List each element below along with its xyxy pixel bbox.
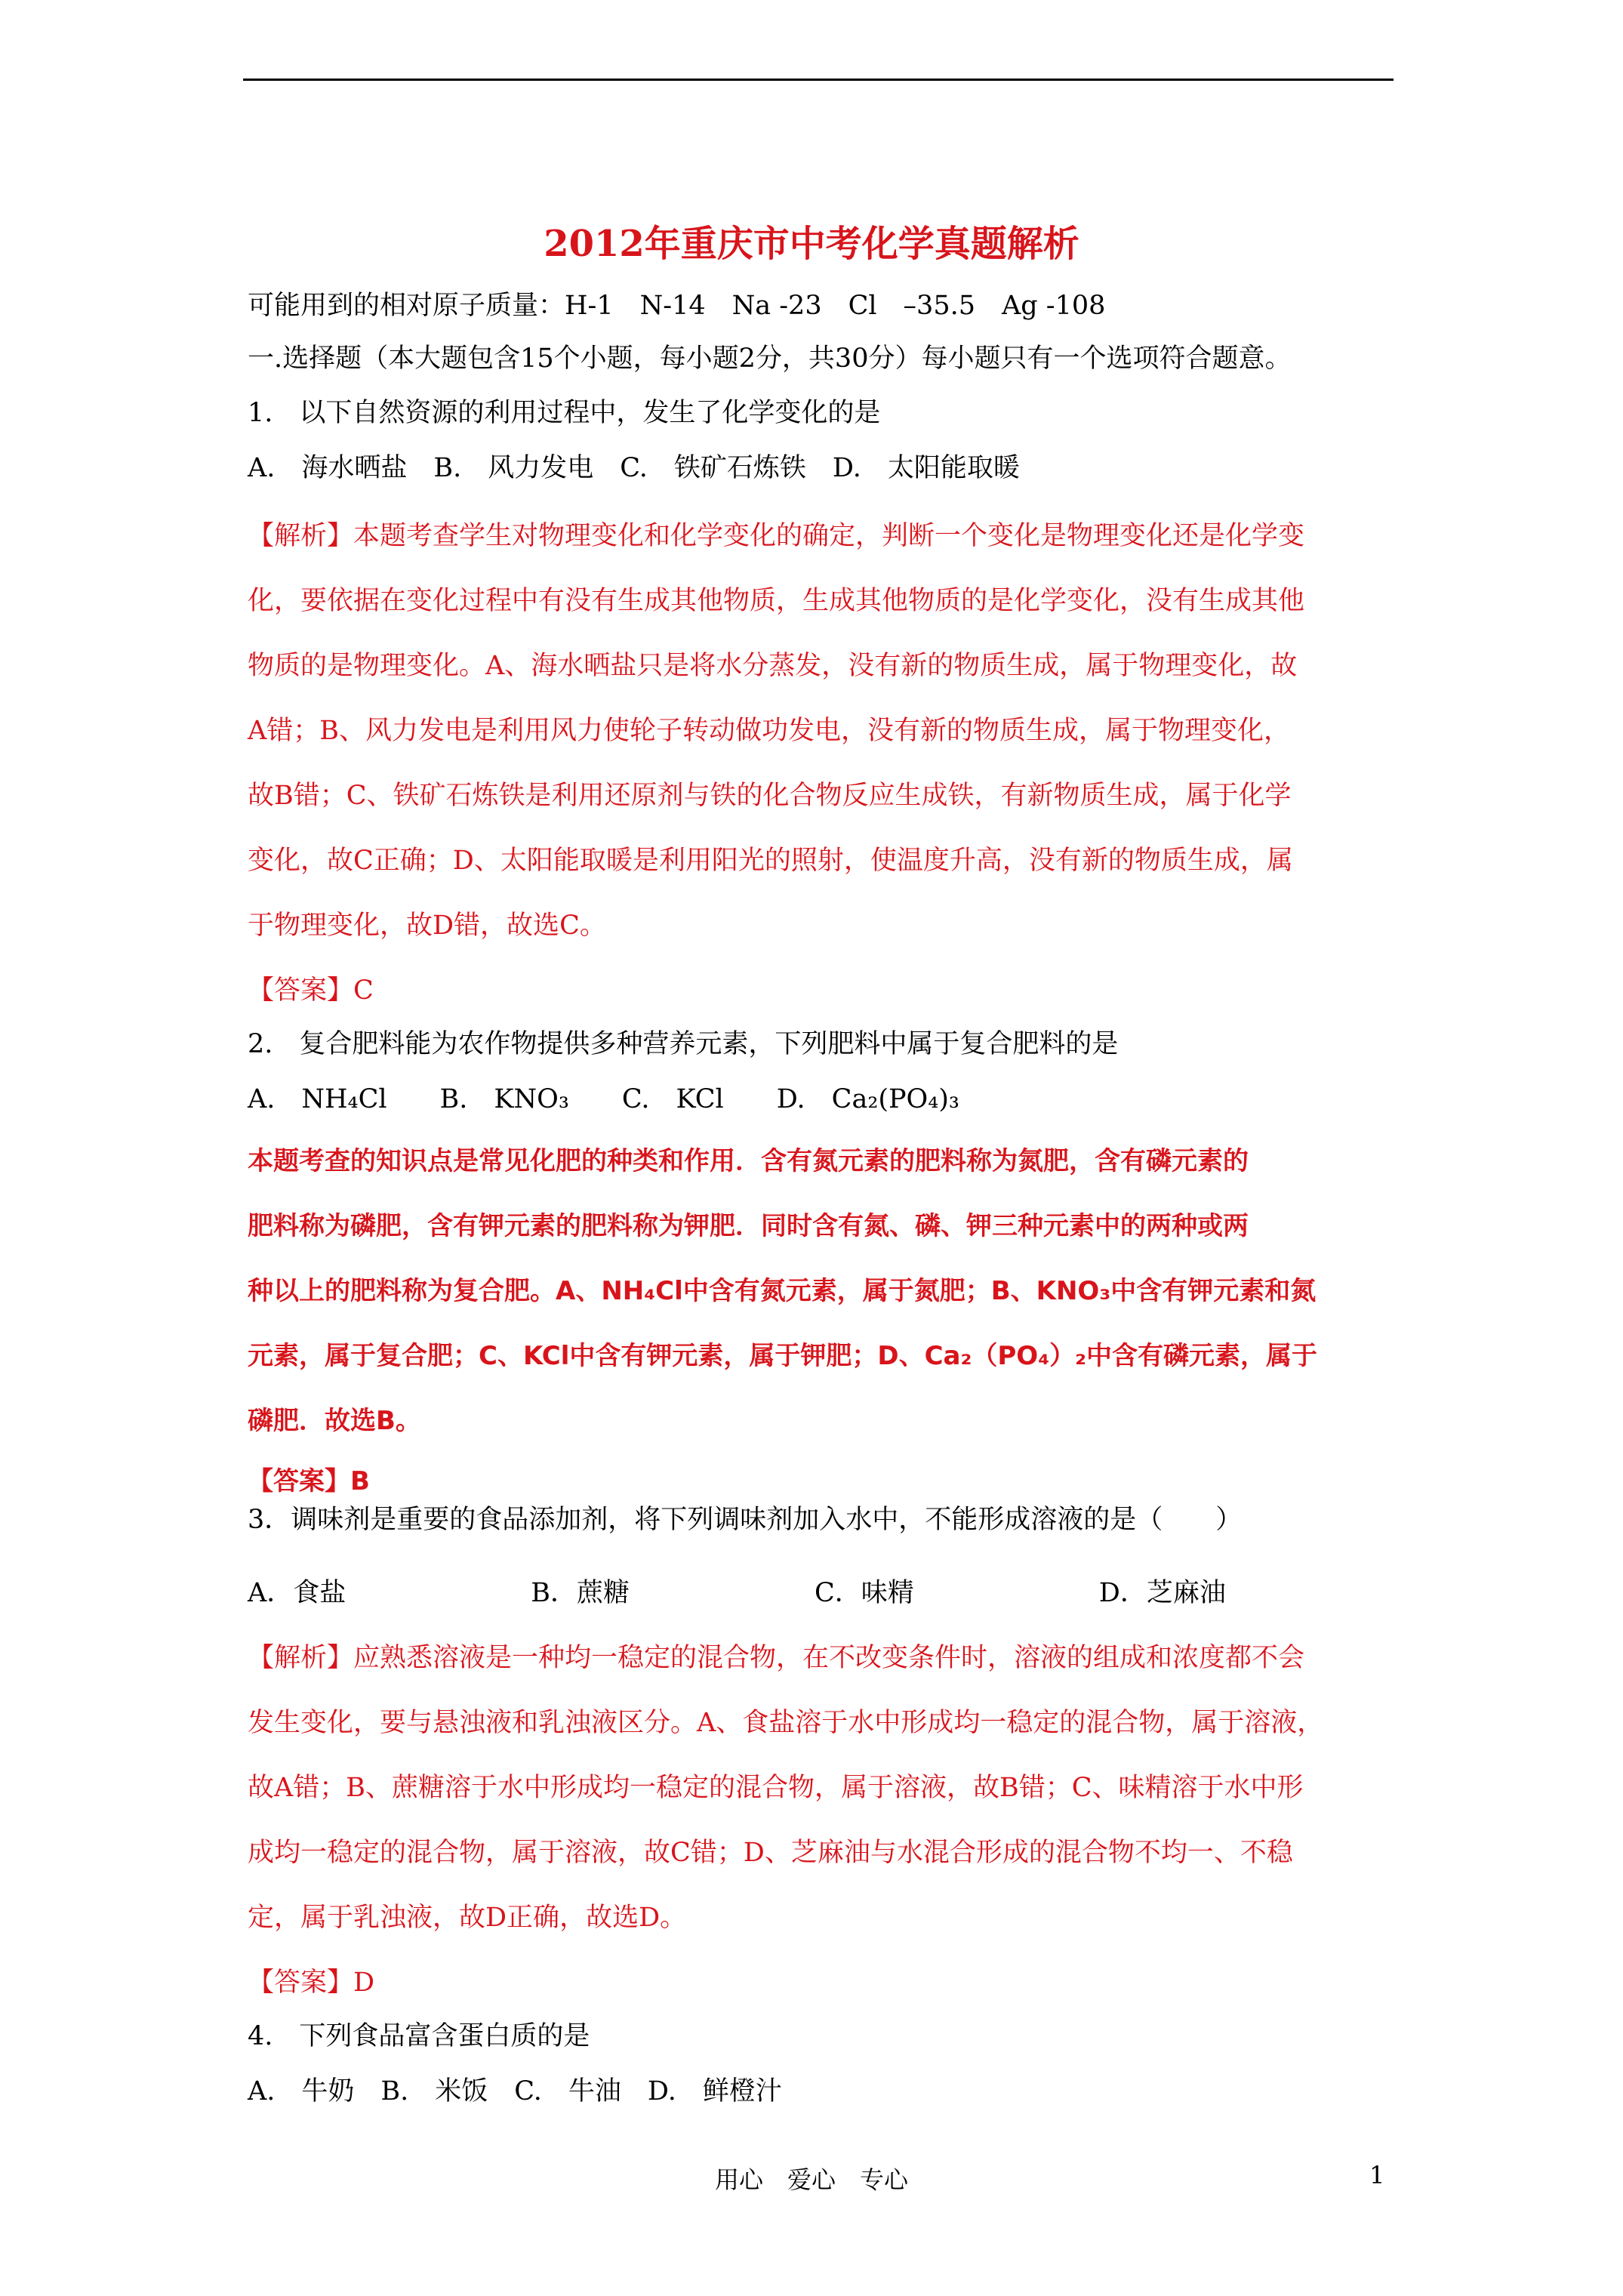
analysis-2-line: 种以上的肥料称为复合肥。A、NH₄Cl中含有氮元素，属于氮肥；B、KNO₃中含有钾元素和氮 (248, 1276, 1317, 1306)
answer-1: 【答案】C (248, 975, 374, 1006)
analysis-3-line: 故A错；B、蔗糖溶于水中形成均一稳定的混合物，属于溶液，故B错；C、味精溶于水中形 (248, 1773, 1304, 1803)
section-heading: 一.选择题（本大题包含15个小题，每小题2分，共30分）每小题只有一个选项符合题意。 (248, 344, 1292, 374)
analysis-1-line: 于物理变化，故D错，故选C。 (248, 911, 606, 941)
answer-3: 【答案】D (248, 1968, 375, 1998)
analysis-2-line: 元素，属于复合肥；C、KCl中含有钾元素，属于钾肥；D、Ca₂（PO₄）₂中含有磷元素，属于 (248, 1341, 1317, 1371)
analysis-1-line: 故B错；C、铁矿石炼铁是利用还原剂与铁的化合物反应生成铁，有新物质生成，属于化学 (248, 781, 1292, 811)
question-4: 4. 下列食品富含蛋白质的是 (248, 2021, 590, 2051)
question-3: 3．调味剂是重要的食品添加剂，将下列调味剂加入水中，不能形成溶液的是（ ） (248, 1505, 1243, 1535)
analysis-3-line: 定，属于乳浊液，故D正确，故选D。 (248, 1903, 687, 1933)
answer-2: 【答案】B (248, 1466, 370, 1496)
page-footer: 用心 爱心 专心 (714, 2165, 908, 2194)
analysis-2-line: 磷肥．故选B。 (248, 1406, 421, 1436)
analysis-3-line: 发生变化，要与悬浊液和乳浊液区分。A、食盐溶于水中形成均一稳定的混合物，属于溶液， (248, 1708, 1324, 1738)
analysis-1-line: 化，要依据在变化过程中有没有生成其他物质，生成其他物质的是化学变化，没有生成其他 (248, 586, 1305, 616)
analysis-1-line: 【解析】本题考查学生对物理变化和化学变化的确定，判断一个变化是物理变化还是化学变 (248, 521, 1305, 551)
question-1: 1. 以下自然资源的利用过程中，发生了化学变化的是 (248, 398, 881, 428)
question-3-options: A．食盐 B．蔗糖 C．味精 D．芝麻油 (248, 1578, 1226, 1608)
analysis-3-line: 成均一稳定的混合物，属于溶液，故C错；D、芝麻油与水混合形成的混合物不均一、不稳 (248, 1838, 1293, 1868)
analysis-1-line: 物质的是物理变化。A、海水晒盐只是将水分蒸发，没有新的物质生成，属于物理变化，故 (248, 651, 1298, 681)
question-2-options: A. NH₄Cl B. KNO₃ C. KCl D. Ca₂(PO₄)₃ (248, 1084, 959, 1114)
page-title: 2012年重庆市中考化学真题解析 (544, 223, 1079, 265)
analysis-1-line: A错；B、风力发电是利用风力使轮子转动做功发电，没有新的物质生成，属于物理变化， (248, 716, 1290, 746)
question-2: 2. 复合肥料能为农作物提供多种营养元素，下列肥料中属于复合肥料的是 (248, 1029, 1119, 1059)
question-4-options: A. 牛奶 B. 米饭 C. 牛油 D. 鲜橙汁 (248, 2076, 782, 2106)
analysis-1-line: 变化，故C正确；D、太阳能取暖是利用阳光的照射，使温度升高，没有新的物质生成，属 (248, 846, 1293, 876)
header-rule (243, 79, 1394, 81)
atomic-mass-line: 可能用到的相对原子质量：H-1 N-14 Na -23 Cl –35.5 Ag -108 (248, 291, 1106, 321)
analysis-2-line: 本题考查的知识点是常见化肥的种类和作用．含有氮元素的肥料称为氮肥，含有磷元素的 (248, 1146, 1249, 1176)
analysis-3-line: 【解析】应熟悉溶液是一种均一稳定的混合物，在不改变条件时，溶液的组成和浓度都不会 (248, 1643, 1305, 1673)
page-number: 1 (1369, 2161, 1385, 2190)
analysis-2-line: 肥料称为磷肥，含有钾元素的肥料称为钾肥．同时含有氮、磷、钾三种元素中的两种或两 (248, 1211, 1249, 1241)
question-1-options: A. 海水晒盐 B. 风力发电 C. 铁矿石炼铁 D. 太阳能取暖 (248, 453, 1020, 483)
